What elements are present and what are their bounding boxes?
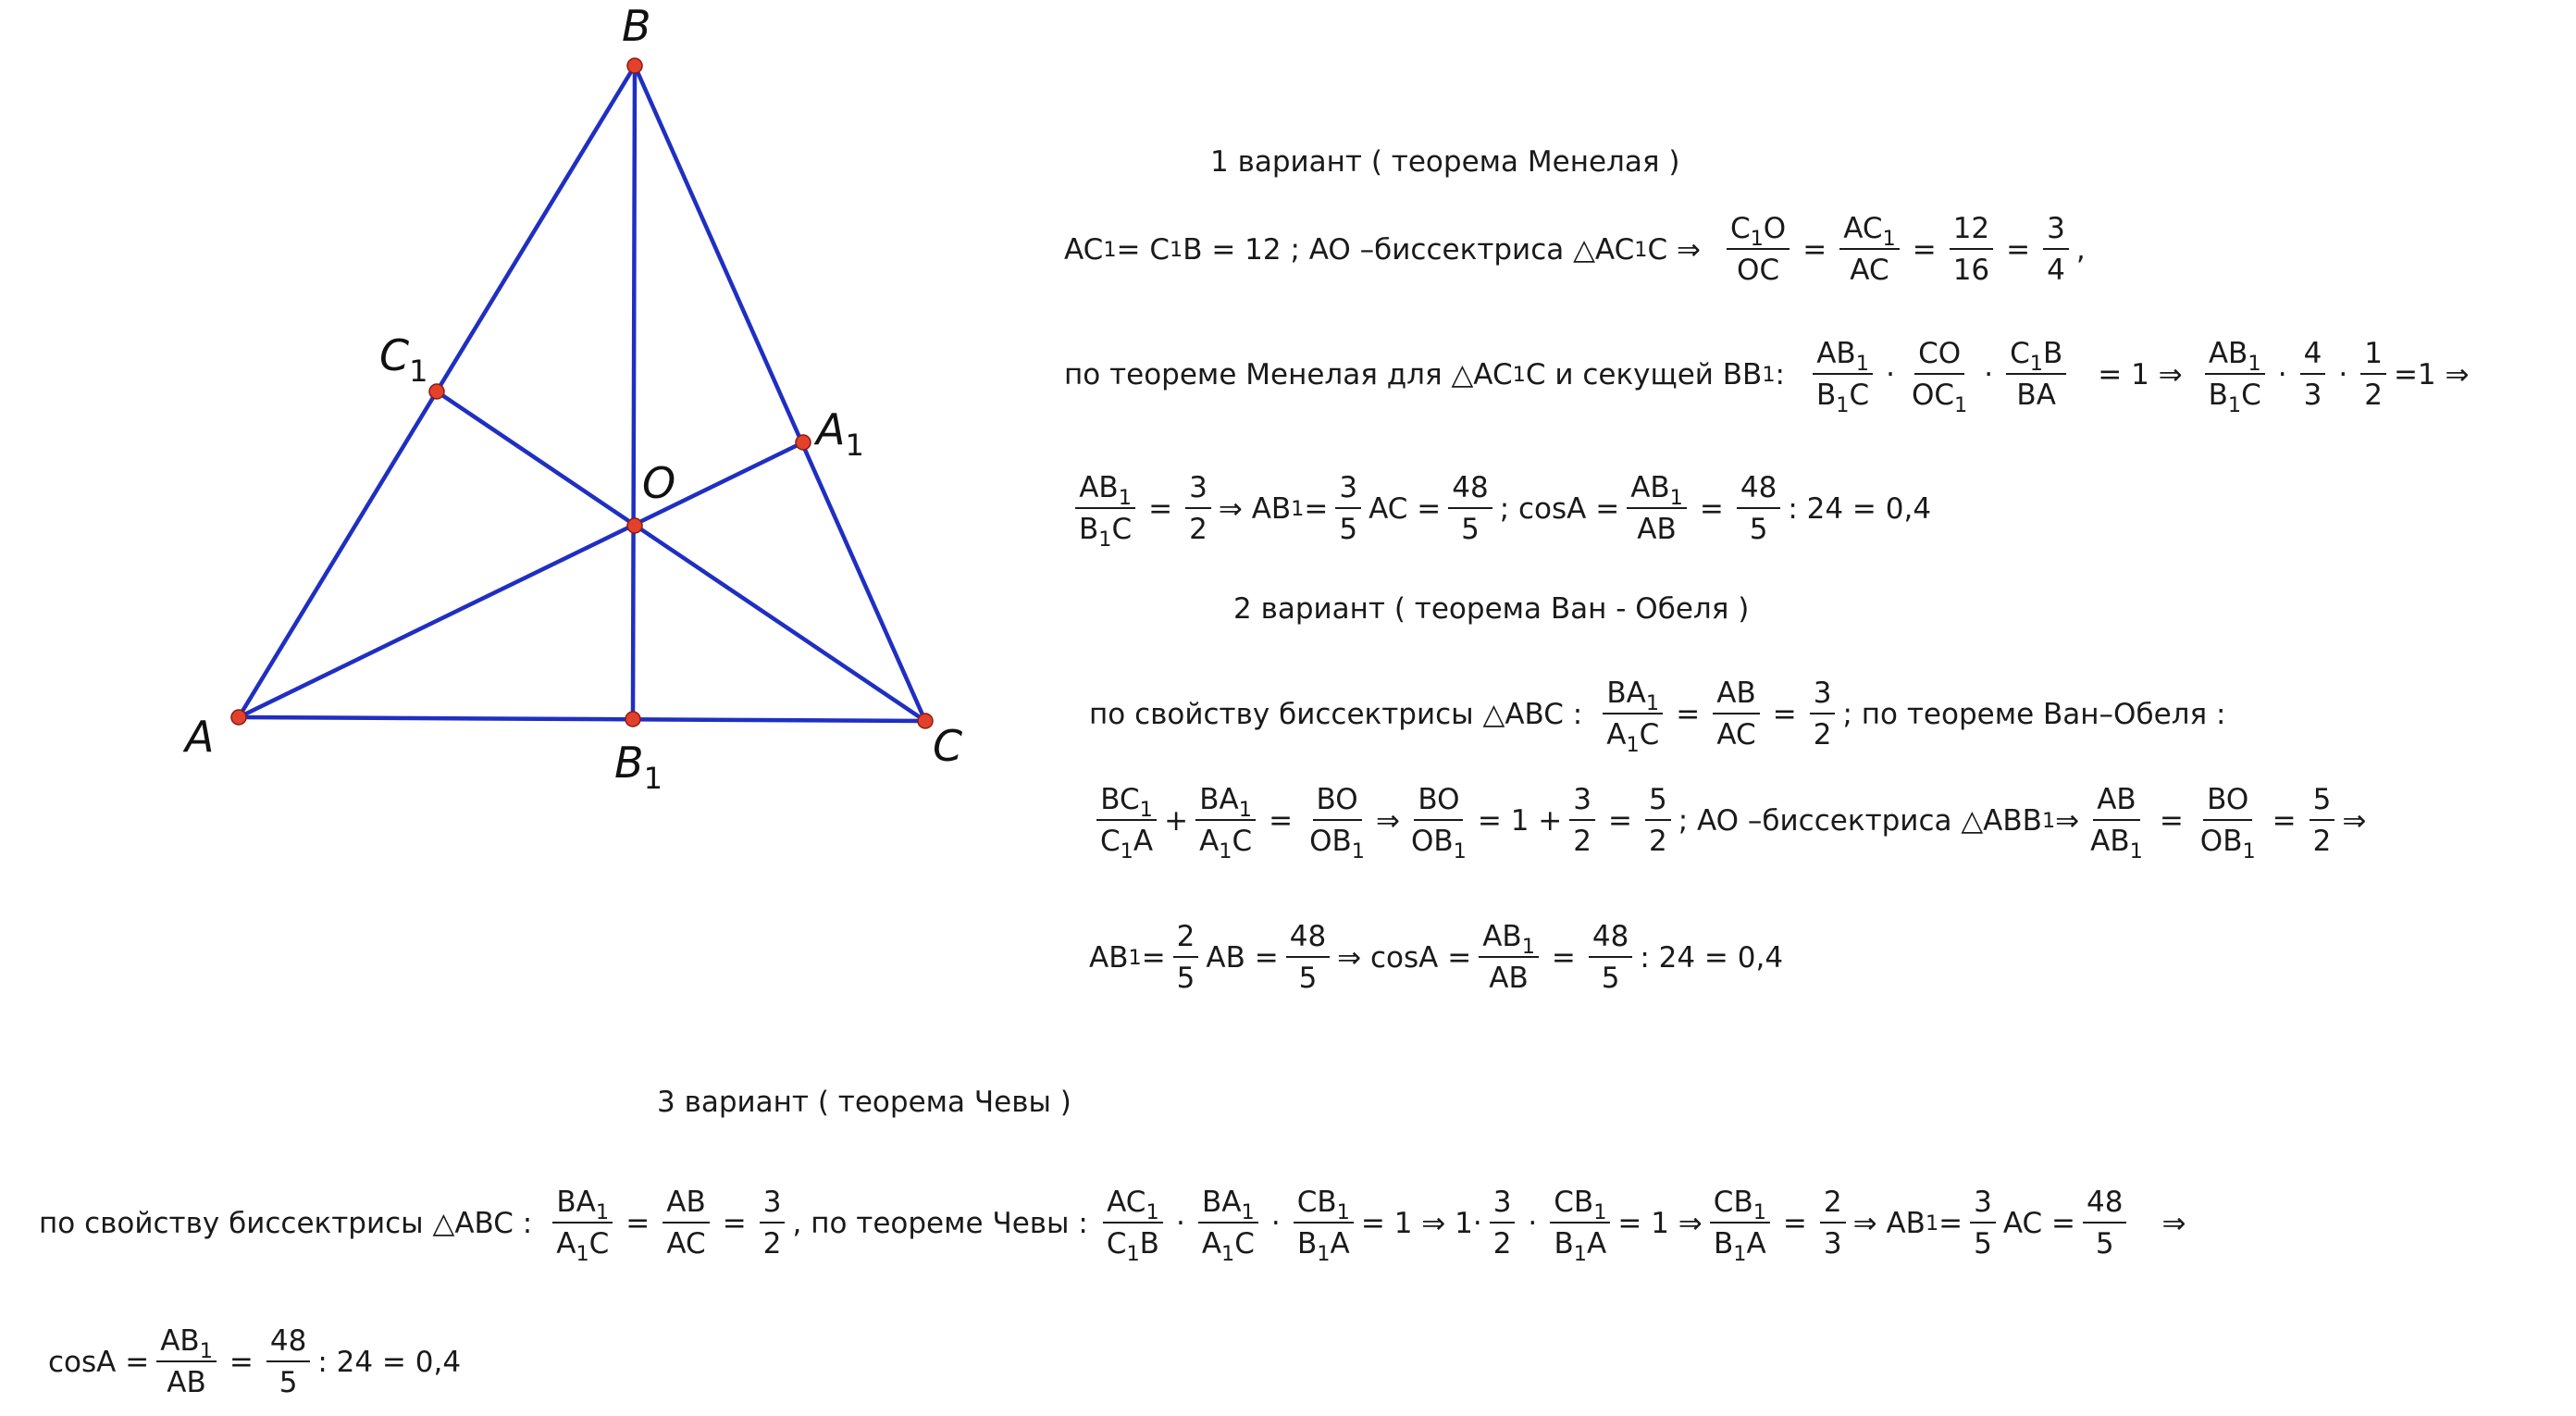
fraction: $\frac{3}{2}$	[1490, 1188, 1516, 1259]
equals: =	[625, 1206, 650, 1240]
fraction: $\frac{AB}{AC}$	[1713, 679, 1759, 750]
variant3-heading: 3 вариант ( теорема Чевы )	[657, 1086, 1071, 1119]
fraction: $\frac{CB_1}{B_1A}$	[1710, 1188, 1770, 1259]
text: ⇒	[2161, 1206, 2186, 1240]
text: =	[1304, 491, 1329, 526]
point-label-A1: $A_1$	[816, 404, 864, 463]
point-C1	[429, 384, 444, 399]
fraction: $\frac{AB_1}{AB}$	[156, 1327, 217, 1397]
text: C ⇒	[1647, 232, 1701, 267]
equals: =	[1802, 232, 1827, 267]
segments	[239, 66, 925, 721]
text: = 1 ⇒	[1617, 1206, 1703, 1240]
fraction: $\frac{BA_1}{A_1C}$	[1195, 786, 1256, 856]
fraction: $\frac{AC_1}{C_1B}$	[1103, 1188, 1163, 1259]
points	[231, 58, 933, 728]
fraction: $\frac{BO}{OB_1}$	[2199, 783, 2256, 863]
equals: =	[1699, 491, 1724, 526]
fraction: $\frac{48}{5}$	[1589, 923, 1632, 993]
fraction: $\frac{3}{5}$	[1970, 1188, 1996, 1259]
equals: =	[1551, 940, 1576, 975]
text: по свойству биссектрисы △ABC :	[1089, 697, 1583, 731]
fraction: $\frac{AB_1}{B_1C}$	[2205, 340, 2265, 410]
fraction: $\frac{AB_1}{B_1C}$	[1075, 474, 1135, 544]
dot: ·	[1175, 1206, 1185, 1240]
fraction: $\frac{C_1O}{OC}$	[1727, 215, 1790, 285]
point-label-B1: $B_1$	[614, 738, 663, 796]
equals: =	[229, 1345, 254, 1379]
text: : 24 = 0,4	[1640, 940, 1784, 975]
text: = C	[1116, 232, 1170, 267]
text: = 1 +	[1477, 803, 1563, 838]
point-B	[627, 58, 642, 73]
equals: =	[1772, 697, 1797, 731]
point-label-B: B	[622, 1, 651, 51]
fraction: $\frac{3}{2}$	[760, 1188, 786, 1259]
equals: =	[1782, 1206, 1807, 1240]
fraction: $\frac{48}{5}$	[1737, 474, 1780, 544]
text: AC =	[2002, 1206, 2076, 1240]
equals: =	[1269, 803, 1294, 838]
dot: ·	[1270, 1206, 1281, 1240]
point-label-O: O	[642, 458, 676, 508]
text: ,	[2075, 232, 2086, 267]
fraction: $\frac{3}{2}$	[1185, 474, 1211, 544]
text: , по теореме Чевы :	[792, 1206, 1088, 1240]
point-label-C: C	[933, 721, 963, 771]
text: AC	[1064, 232, 1104, 267]
text: = 1 ⇒	[2098, 357, 2183, 391]
text: ; по теореме Ван–Обеля :	[1842, 697, 2226, 731]
variant3-line2	[48, 1321, 461, 1404]
fraction: $\frac{CB_1}{B_1A}$	[1550, 1188, 1610, 1259]
text: : 24 = 0,4	[1788, 491, 1932, 526]
dot: ·	[1528, 1206, 1538, 1240]
point-C	[918, 714, 933, 728]
fraction: $\frac{BA_1}{A_1C}$	[1603, 679, 1663, 750]
fraction: $\frac{AB}{AC}$	[663, 1188, 709, 1259]
fraction: $\frac{AB}{AB_1}$	[2090, 783, 2143, 863]
text: C и секущей BB	[1525, 357, 1763, 391]
text: : 24 = 0,4	[317, 1345, 462, 1379]
fraction: $\frac{BA_1}{A_1C}$	[552, 1188, 613, 1259]
triangle-figure	[0, 0, 1036, 833]
fraction: $\frac{BC_1}{C_1A}$	[1096, 786, 1157, 856]
fraction: $\frac{3}{5}$	[1335, 474, 1361, 544]
segment-AC	[239, 717, 925, 721]
dot: ·	[1886, 357, 1895, 391]
equals: =	[1676, 697, 1701, 731]
text: ⇒	[2342, 803, 2367, 838]
fraction: $\frac{5}{2}$	[2310, 786, 2335, 856]
fraction: $\frac{2}{3}$	[1820, 1188, 1846, 1259]
fraction: $\frac{48}{5}$	[1448, 474, 1492, 544]
fraction: $\frac{48}{5}$	[1286, 923, 1330, 993]
fraction: $\frac{5}{2}$	[1645, 786, 1671, 856]
fraction: $\frac{AC_1}{AC}$	[1839, 215, 1900, 285]
text: cosA =	[48, 1345, 150, 1379]
variant2-line3: AB 1 = $\frac{2}{5}$ AB = $\frac{48}{5}$ ⇒ cosA = $\frac{AB_1}{AB}$ = $\frac{48}{5}$ : 24 = 0,4	[1089, 920, 1784, 995]
dot: ·	[2338, 357, 2348, 391]
text: B = 12 ; AO –биссектриса △AC	[1183, 232, 1635, 267]
segment-BB1	[633, 66, 635, 719]
text: AC =	[1368, 491, 1442, 526]
text: ⇒ cosA =	[1337, 940, 1472, 975]
point-labels	[182, 1, 962, 796]
text: AB	[1089, 940, 1129, 975]
implies: ⇒	[1376, 803, 1400, 838]
fraction: $\frac{3}{4}$	[2043, 215, 2069, 285]
fraction: $\frac{4}{3}$	[2300, 340, 2326, 410]
fraction: $\frac{48}{5}$	[2083, 1188, 2126, 1259]
point-label-C1: $C_1$	[379, 330, 428, 389]
point-A	[231, 710, 246, 725]
equals: =	[722, 1206, 747, 1240]
fraction: $\frac{AB_1}{AB}$	[1627, 474, 1687, 544]
text: = 1 ⇒ 1·	[1360, 1206, 1482, 1240]
point-label-A: A	[185, 712, 215, 762]
fraction: $\frac{AB_1}{AB}$	[1479, 923, 1539, 993]
fraction: $\frac{3}{2}$	[1569, 786, 1595, 856]
fraction: $\frac{12}{16}$	[1950, 215, 1993, 285]
fraction: $\frac{BA_1}{A_1C}$	[1198, 1188, 1258, 1259]
text: ; AO –биссектриса △ABB	[1678, 803, 2042, 838]
text: :	[1775, 357, 1785, 391]
fraction: $\frac{48}{5}$	[266, 1327, 310, 1397]
text: ⇒ AB	[1852, 1206, 1926, 1240]
text: по теореме Менелая для △AC	[1064, 357, 1513, 391]
dot: ·	[2277, 357, 2287, 391]
dot: ·	[1984, 357, 1994, 391]
fraction: $\frac{3}{2}$	[1810, 679, 1836, 750]
fraction: $\frac{CO}{OC_1}$	[1911, 337, 1968, 417]
fraction: $\frac{AB_1}{B_1C}$	[1813, 340, 1873, 410]
variant2-line1	[1089, 673, 2225, 756]
equals: =	[1148, 491, 1173, 526]
variant2-line2: $\frac{BC_1}{C_1A}$ + $\frac{BA_1}{A_1C}$ = $\frac{BO}{OB_1}$ ⇒ $\frac{BO}{OB_1}$ = 1 + $\frac{3}{2}$ = $\frac{5}{2}$ ; AO –биссектриса △ABB 1 ⇒ $\frac{AB}{AB_1}$ = $\frac{BO}{OB_1}$ = $\frac{5}{2}$ ⇒	[1089, 779, 2366, 863]
text: =1 ⇒	[2393, 357, 2470, 391]
variant1-line2: по теореме Менелая для △AC 1 C и секущей BB 1 : $\frac{AB_1}{B_1C}$ · $\frac{CO}{OC_1}$ · $\frac{C_1B}{BA}$ = 1 ⇒ $\frac{AB_1}{B_1C}$ · $\frac{4}{3}$ · $\frac{1}{2}$ =1 ⇒	[1064, 337, 2470, 417]
equals: =	[2159, 803, 2184, 838]
fraction: $\frac{CB_1}{B_1A}$	[1294, 1188, 1354, 1259]
equals: =	[2272, 803, 2297, 838]
fraction: $\frac{2}{5}$	[1173, 923, 1199, 993]
text: ⇒ AB	[1218, 491, 1292, 526]
text: AB =	[1206, 940, 1279, 975]
fraction: $\frac{1}{2}$	[2360, 340, 2386, 410]
text: ⇒	[2055, 803, 2080, 838]
text: по свойству биссектрисы △ABC :	[39, 1206, 533, 1240]
equals: =	[2006, 232, 2031, 267]
variant1-heading: 1 вариант ( теорема Менелая )	[1210, 145, 1680, 179]
fraction: $\frac{C_1B}{BA}$	[2006, 340, 2066, 410]
text: =	[1938, 1206, 1963, 1240]
text: ; cosA =	[1499, 491, 1620, 526]
fraction: $\frac{BO}{OB_1}$	[1410, 783, 1467, 863]
equals: =	[1607, 803, 1632, 838]
variant2-heading: 2 вариант ( теорема Ван - Обеля )	[1233, 592, 1750, 626]
fraction: $\frac{BO}{OB_1}$	[1309, 783, 1365, 863]
point-B1	[625, 712, 640, 727]
variant1-line3: $\frac{AB_1}{B_1C}$ = $\frac{3}{2}$ ⇒ AB 1 = $\frac{3}{5}$ AC = $\frac{48}{5}$ ; cosA = $\frac{AB_1}{AB}$ = $\frac{48}{5}$ : 24 = 0,4	[1064, 467, 1931, 551]
plus: +	[1164, 803, 1189, 838]
equals: =	[1912, 232, 1937, 267]
variant3-line1: по свойству биссектрисы △ABC : $\frac{BA_1}{A_1C}$ = $\frac{AB}{AC}$ = $\frac{3}{2}$ , по теореме Чевы : $\frac{AC_1}{C_1B}$ · $\frac{BA_1}{A_1C}$ · $\frac{CB_1}{B_1A}$ = 1 ⇒ 1· $\frac{3}{2}$ · $\frac{CB_1}{B_1A}$ = 1 ⇒ $\frac{CB_1}{B_1A}$ = $\frac{2}{3}$ ⇒ AB 1 = $\frac{3}{5}$ AC = $\frac{48}{5}$ ⇒	[39, 1186, 2186, 1266]
variant1-line1: AC 1 = C 1 B = 12 ; AO –биссектриса △AC 1 C ⇒ $\frac{C_1O}{OC}$ = $\frac{AC_1}{AC}$ = $\frac{12}{16}$ = $\frac{3}{4}$ ,	[1064, 212, 2086, 287]
text: =	[1141, 940, 1166, 975]
point-A1	[796, 435, 811, 450]
point-O	[627, 518, 642, 533]
